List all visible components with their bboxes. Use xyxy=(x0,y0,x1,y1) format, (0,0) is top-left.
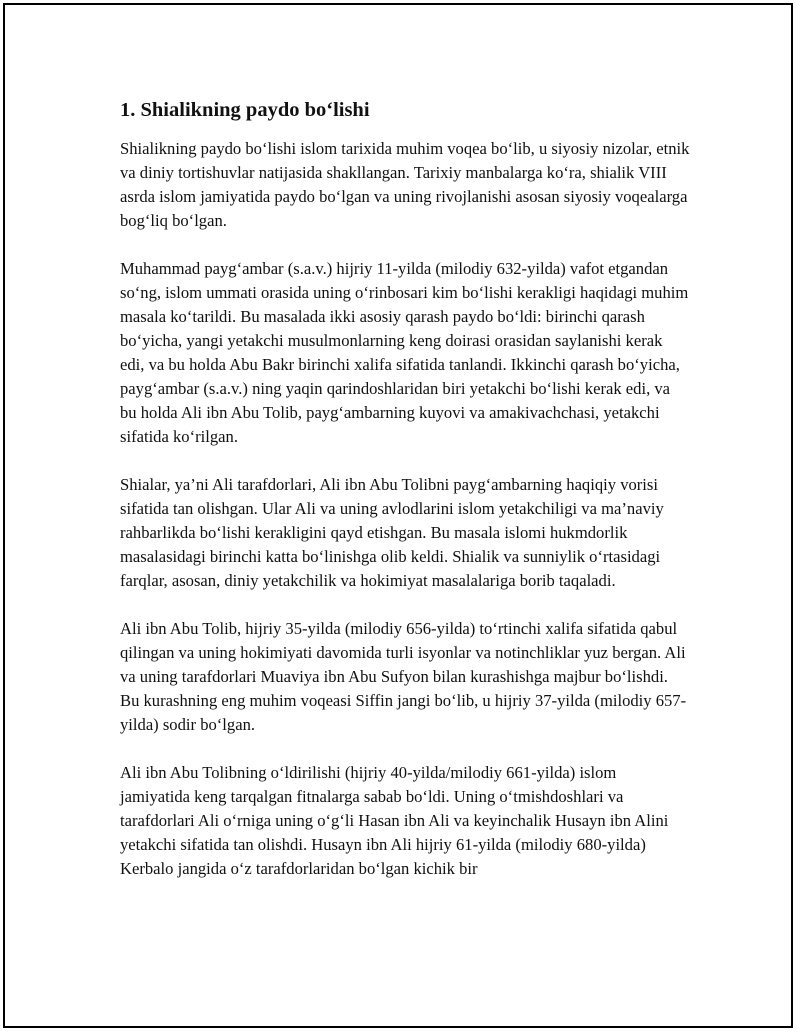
paragraph-3: Shialar, ya’ni Ali tarafdorlari, Ali ibn Abu Tolibni payg‘ambarning haqiqiy vorisi sifatida tan olishgan. Ular Ali va uning avlodlarini islom yetakchiligi va ma’naviy rahbarlikda bo‘lishi kerakligini qayd etishgan. Bu masala islomi hukmdorlik masalasidagi birinchi katta bo‘linishga olib keldi. Shialik va sunniylik o‘rtasidagi farqlar, asosan, diniy yetakchilik va hokimiyat masalalariga borib taqaladi. xyxy=(120,475,664,590)
paragraph-2: Muhammad payg‘ambar (s.a.v.) hijriy 11-yilda (milodiy 632-yilda) vafot etgandan so‘ng, islom ummati orasida uning o‘rinbosari kim bo‘lishi kerakligi haqidagi muhim masala ko‘tarildi. Bu masalada ikki asosiy qarash paydo bo‘ldi: birinchi qarash bo‘yicha, yangi yetakchi musulmonlarning keng doirasi orasidan saylanishi kerak edi, va bu holda Abu Bakr birinchi xalifa sifatida tanlandi. Ikkinchi qarash bo‘yicha, payg‘ambar (s.a.v.) ning yaqin qarindoshlaridan biri yetakchi bo‘lishi kerak edi, va bu holda Ali ibn Abu Tolib, payg‘ambarning kuyovi va amakivachchasi, yetakchi sifatida ko‘rilgan. xyxy=(120,259,689,446)
section-heading: 1. Shialikning paydo bo‘lishi xyxy=(120,99,370,121)
paragraph-1: Shialikning paydo bo‘lishi islom tarixida muhim voqea bo‘lib, u siyosiy nizolar, etnik va diniy tortishuvlar natijasida shakllangan. Tarixiy manbalarga ko‘ra, shialik VIII asrda islom jamiyatida paydo bo‘lgan va uning rivojlanishi asosan siyosiy voqealarga bog‘liq bo‘lgan. xyxy=(120,139,690,230)
paragraph-5: Ali ibn Abu Tolibning o‘ldirilishi (hijriy 40-yilda/milodiy 661-yilda) islom jamiyatida keng tarqalgan fitnalarga sabab bo‘ldi. Uning o‘tmishdoshlari va tarafdorlari Ali o‘rniga uning o‘g‘li Hasan ibn Ali va keyinchalik Husayn ibn Alini yetakchi sifatida tan olishdi. Husayn ibn Ali hijriy 61-yilda (milodiy 680-yilda) Kerbalo jangida o‘z tarafdorlaridan bo‘lgan kichik bir xyxy=(120,763,669,878)
paragraph-4: Ali ibn Abu Tolib, hijriy 35-yilda (milodiy 656-yilda) to‘rtinchi xalifa sifatida qabul qilingan va uning hokimiyati davomida turli isyonlar va notinchliklar yuz bergan. Ali va uning tarafdorlari Muaviya ibn Abu Sufyon bilan kurashishga majbur bo‘lishdi. Bu kurashning eng muhim voqeasi Siffin jangi bo‘lib, u hijriy 37-yilda (milodiy 657-yilda) sodir bo‘lgan. xyxy=(120,619,687,734)
document-body xyxy=(120,97,690,905)
page-frame xyxy=(3,3,793,1028)
